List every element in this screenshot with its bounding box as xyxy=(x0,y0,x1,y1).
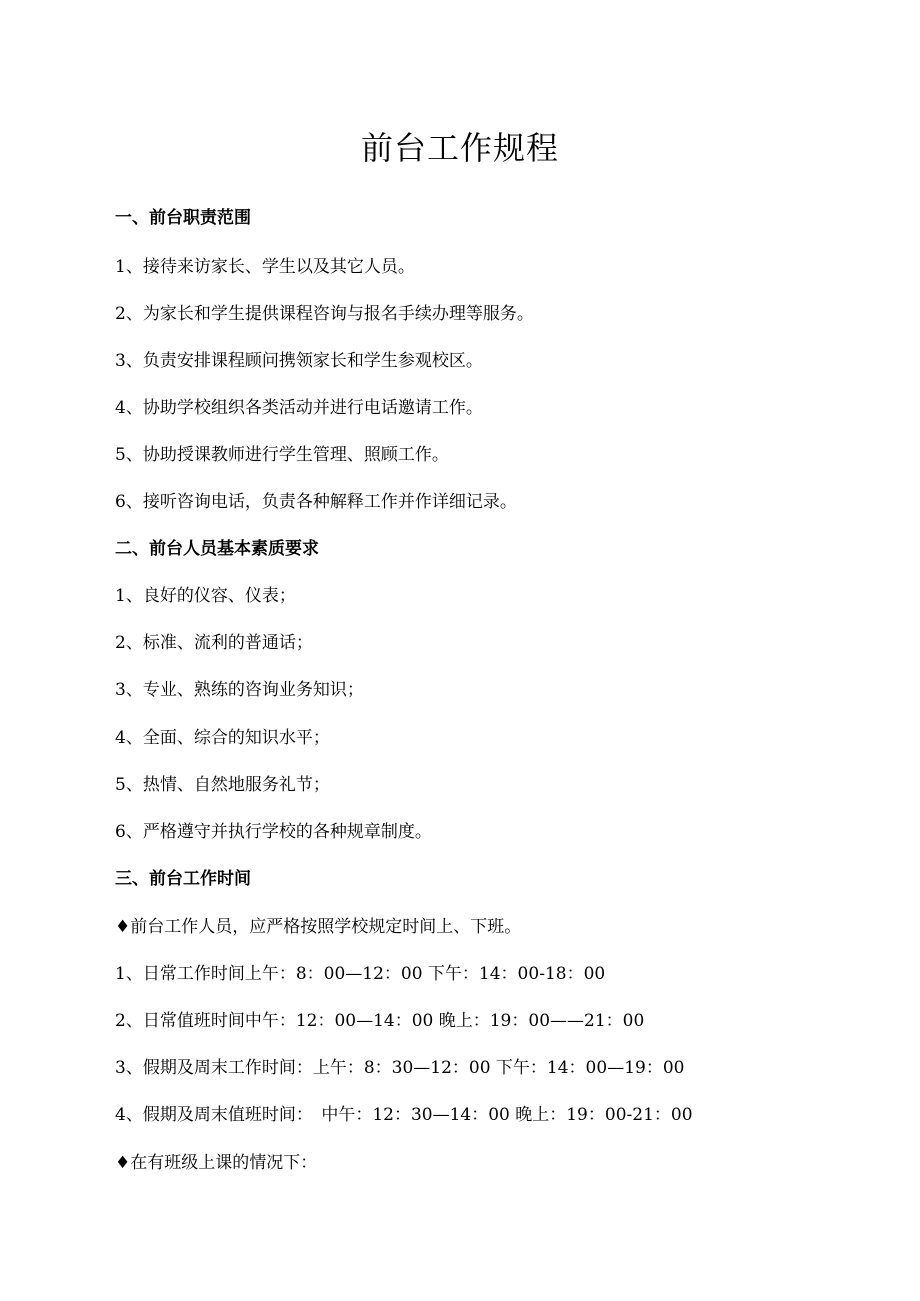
list-item: ♦在有班级上课的情况下： xyxy=(115,1153,318,1173)
list-item: 1、良好的仪容、仪表； xyxy=(115,586,296,606)
list-item: 6、接听咨询电话，负责各种解释工作并作详细记录。 xyxy=(115,492,517,512)
section-heading-requirements: 二、前台人员基本素质要求 xyxy=(115,539,319,559)
list-item: 2、为家长和学生提供课程咨询与报名手续办理等服务。 xyxy=(115,304,534,324)
list-item: 5、热情、自然地服务礼节； xyxy=(115,775,330,795)
list-item: 2、日常值班时间中午：12：00—14：00 晚上：19：00——21：00 xyxy=(115,1011,645,1031)
list-item: 5、协助授课教师进行学生管理、照顾工作。 xyxy=(115,445,449,465)
list-item: 3、专业、熟练的咨询业务知识； xyxy=(115,680,364,700)
list-item: 6、严格遵守并执行学校的各种规章制度。 xyxy=(115,822,432,842)
list-item: 4、协助学校组织各类活动并进行电话邀请工作。 xyxy=(115,398,483,418)
list-item: 3、负责安排课程顾问携领家长和学生参观校区。 xyxy=(115,351,483,371)
list-item: 4、假期及周末值班时间： 中午：12：30—14：00 晚上：19：00-21：00 xyxy=(115,1105,693,1125)
list-item: 3、假期及周末工作时间：上午：8：30—12：00 下午：14：00—19：00 xyxy=(115,1058,685,1078)
list-item: ♦前台工作人员，应严格按照学校规定时间上、下班。 xyxy=(115,917,522,937)
list-item: 2、标准、流利的普通话； xyxy=(115,633,313,653)
list-item: 1、日常工作时间上午：8：00—12：00 下午：14：00-18：00 xyxy=(115,964,606,984)
list-item: 1、接待来访家长、学生以及其它人员。 xyxy=(115,257,415,277)
section-heading-working-hours: 三、前台工作时间 xyxy=(115,869,251,889)
document-title: 前台工作规程 xyxy=(360,129,559,167)
section-heading-responsibilities: 一、前台职责范围 xyxy=(115,208,251,228)
list-item: 4、全面、综合的知识水平； xyxy=(115,728,330,748)
